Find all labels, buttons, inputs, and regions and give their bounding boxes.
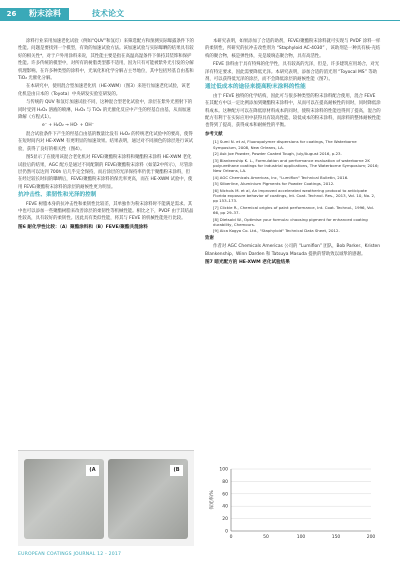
figure-6-photo <box>18 450 194 546</box>
sample-panel-a <box>24 459 104 539</box>
paragraph: 在本研究中，使用混合型加速老化机（HE-XWM）（图3）来进行加速老化试验，该老化机是由日本的（Toyota）中央研发实验室研发的。 <box>18 84 191 97</box>
paragraph: 图5显示了在使用该混合老化机对 FEVE/聚酯粉末涂料和聚酯粉末涂料 HE-XWM 老化试验后的结果，AGC 配方是通过不同配制的 FEVE/聚酯粉末涂料（如第2中所示），尽管涂层仍然可以达到 700h 后几乎完全保持，而后涂层的光泽保持率仍优于聚酯粉末涂料，但在经过较长时间的曝晒后，FEVE/聚酯粉末涂料的保光率更高，而在 HE-XWM 试验中，使用 FEVE/聚酯粉末涂料的涂层的耐候性更为明显。 <box>18 155 193 190</box>
y-tick-label: 60 <box>222 492 228 498</box>
reference-item: [5] Silberline, Aluminium Pigments for Powder Coatings, 2012. <box>213 181 335 187</box>
y-tick-label: 40 <box>222 504 228 510</box>
references-list <box>205 139 381 234</box>
reference-item: [2] Ask Joe Powder, Powder Coated Tough, July/August 2016, p.23. <box>213 151 342 157</box>
x-tick-label: 100 <box>296 535 306 540</box>
paragraph: FEVE 涂料由于具有特殊的化学性，具有较高的光泽，但是，许多建筑应用场合，对光泽有特定要求，因此需要降低光泽。本研究表明，添加合适的消光剂 “Toyocal MS” 等助剂，可以获得低光泽的涂层，而不会降低涂层的耐候性能（图7）。 <box>205 62 380 83</box>
figure-7-chart <box>205 465 381 550</box>
section-label: 粉末涂料 <box>23 8 69 20</box>
left-column <box>18 38 194 232</box>
acknowledgement-heading: 致谢 <box>205 235 214 241</box>
header-rule <box>0 20 400 21</box>
reference-item: [3] Blankenship K. L., Formulation and performance evaluation of waterborne 2K polyurethane coatings for industrial applications, The Waterborne Symposium; 2016; New Orleans, LA. <box>213 157 379 174</box>
reference-item: [7] Clickie R., Chemical origins of paint performance, Int. Coat. Technol., 1996, Vol. 66, pp 29–37. <box>213 204 375 216</box>
y-tick-label: 100 <box>219 467 228 473</box>
paragraph: 由于 FEVE 独特的化学结构，因此可与很多种类型的粉末涂料配合使用，混合 FEVE 在其配方中以一定比例添加到聚酯粉末涂料中，从而可以在提高耐候性的同时，同时降低涂料成本。这种配方可以在降低原材料成本的同时，使粉末涂料的性能也得到了提高，混合的配方有利于在实际应用中获得具有较高性能、较低成本的粉末涂料，而涂料的整体耐候性能也得到了提高，获得成本和耐候性的平衡。 <box>205 93 381 129</box>
reference-item: [1] Sumi N. et al, Fluoropolymer dispersions for coatings, The Waterborne Symposium, 2008, New Orleans, LA. <box>213 139 357 150</box>
paragraph: 本研究表明，如果添加了合适的助剂，FEVE/聚酯粉末涂料就可实现与 PVDF 涂料一样的柔韧性，所研究的抗冲击改性剂为 “Staphyloid AC-4030” ，该助剂是一种具有核-壳结构的聚合物，核是弹性体，壳是玻璃态聚合物，具有高活性。 <box>205 39 381 59</box>
paragraph: 混合试验条件下产生的羟基自由基的数量比没有 H₂O₂ 的传统老化试验中的要高，使得在短时间内对 HE-XWM 有更明显的加速效果。结果表明，通过对不同颜色的涂层进行该试验，获得了良好的相关性（图4）。 <box>18 131 194 152</box>
reference-item: [8] Dietsold W., Optimise your formula: choosing pigment for enhanced coating durability, Chemours. <box>213 216 368 227</box>
equation: e⁻ + H₂O₂ → HO· + OH⁻ <box>42 123 94 129</box>
acknowledgement-text: 作者对 AGC Chemicals Americas 公司的 “Lumiflon” 团队，Bob Parker、Kristen Blankenship、Winn Darden 和 Tatsuya Masuda 提供的帮助致以诚挚的感谢。 <box>205 244 381 257</box>
figure-caption: 图6 耐化学性比较：（A）聚酯涂料和（B）FEVE/聚酯共混涂料 <box>18 224 148 230</box>
reference-item: [9] Aica Kogyo Co. Ltd., "Staphyloid" Technical Data Sheet, 2012. <box>213 228 340 234</box>
x-tick-label: 0 <box>229 535 233 540</box>
x-tick-label: 200 <box>366 535 376 540</box>
chart-svg <box>205 465 381 550</box>
section-heading: 抗冲击性、柔韧性和光泽的控制 <box>18 192 97 199</box>
paragraph: 与传统的 QUV 和氙灯加速试验不同，这种混合型老化试验中，涂层在紫外光照射下的同时受到 H₂O₂ 溶液的喷淋，H₂O₂ 与 TiO₂ 的光催化反应中产生的羟基自由基，从而加速降解（方程式1）。 <box>18 100 193 121</box>
subsection-label: 技术论文 <box>92 9 124 18</box>
y-tick-label: 80 <box>222 479 228 485</box>
page-footer: EUROPEAN COATINGS JOURNAL 12 - 2017 <box>18 552 122 557</box>
page-header <box>0 0 400 26</box>
x-tick-label: 50 <box>263 535 269 540</box>
figure-caption: 图7 暗光配方的 HE-XWM 老化试验结果 <box>205 260 290 265</box>
section-heading: 通过低成本的途径来提高粉末涂料的性能 <box>205 84 306 91</box>
references-heading: 参考文献 <box>205 131 223 137</box>
panel-label-b: (B <box>170 465 183 476</box>
y-axis-label: 保光率/% <box>210 490 215 510</box>
y-tick-label: 0 <box>225 529 228 535</box>
paragraph: 涂料行业采用加速老化试验（例如“QUV”和氙灯）来筛选配方和预测实际曝露条件下的性能。问题是要找到一个模型，有效的加速试验方法。该加速试验与实际曝晒的结果具有较好的相关性*，对于户外用涂料来说，其性能主要是指在高温高湿条件下保持其装饰和保护性能。许多传统的模型中，对所有的树脂类型都不适用，因为只有可能被紫外光引发的分解机理影响。在许多种类型的涂料中，光氧化和化学分解占主导地位，其中包括羟基自由基和 TiO₂ 光催化分解。 <box>18 39 194 82</box>
sample-panel-b <box>108 459 188 539</box>
x-tick-label: 150 <box>331 535 341 540</box>
right-column <box>205 38 381 267</box>
y-tick-label: 20 <box>222 517 228 523</box>
reference-item: [6] Nichols M. et al, An improved accelerated weathering protocol to anticipate Florida exposure behavior of coatings, Int. Coat. Technol. Res., 2013, Vol. 10, No. 2, pp 153–173. <box>213 187 376 204</box>
paragraph: FEVE 树脂本身的抗冲击性和柔韧性比较差，其单独作为粉末涂料时不能满足需求。其中也可以添加一些聚酯树脂来改善涂层的柔韧性等机械性能。相比之下，PVDF 由于其结晶性较高，具有较好的柔韧性。因此具有类似性能，将其与 FEVE 的机械性能进行比较。 <box>18 201 194 222</box>
reference-item: [4] AGC Chemicals Americas, Inc, "Lumiflon" Technical Bulletin, 2016. <box>213 174 349 180</box>
panel-label-a: (A <box>86 465 99 476</box>
page-number: 26 <box>0 8 23 20</box>
